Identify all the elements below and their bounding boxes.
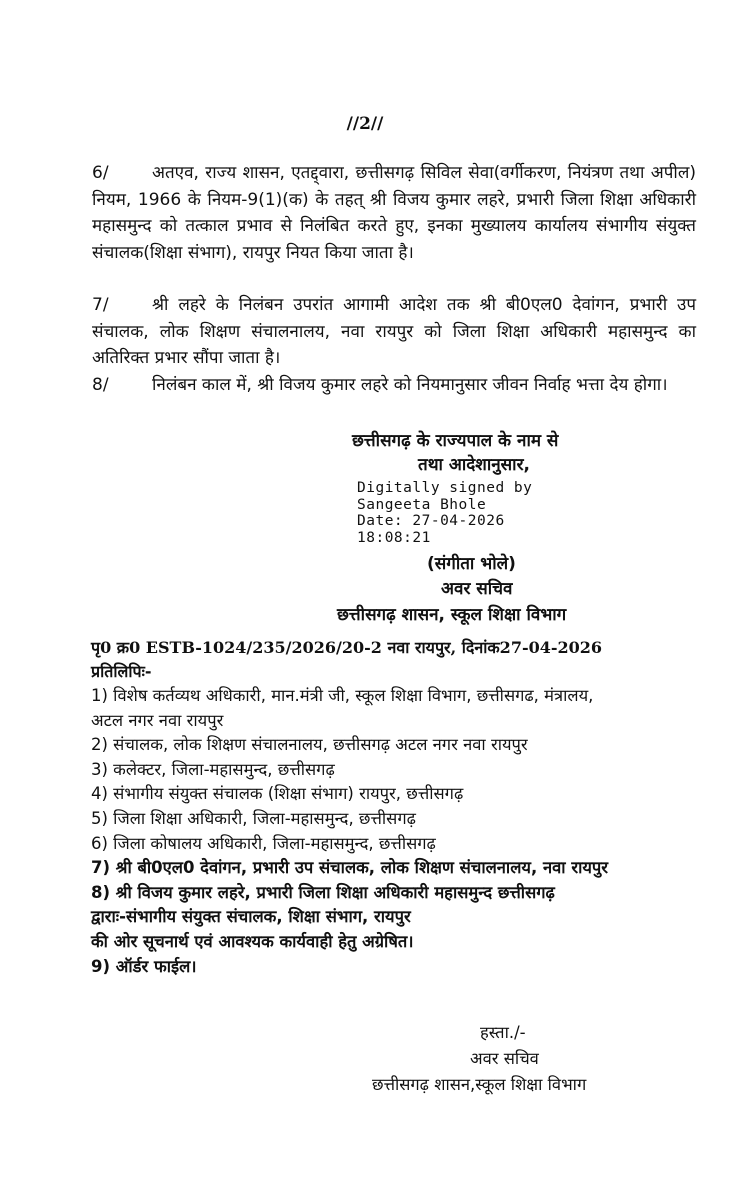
digital-signature [357, 480, 532, 546]
paragraph-6 [92, 160, 696, 266]
list-item: 7) श्री बी0एल0 देवांगन, प्रभारी उप संचालक, लोक शिक्षण संचालनालय, नवा रायपुर [91, 858, 609, 878]
digital-signature-line: Digitally signed by [357, 480, 533, 496]
list-item: 1) विशेष कर्तव्यथ अधिकारी, मान.मंत्री जी, स्कूल शिक्षा विभाग, छत्तीसगढ, मंत्रालय, [91, 686, 594, 705]
copy-to-list [91, 684, 701, 979]
digital-signature-line: Date: 27-04-2026 [357, 513, 505, 529]
list-item: अटल नगर नवा रायपुर [91, 710, 224, 730]
digital-signature-line: Sangeeta Bhole [357, 496, 487, 513]
list-item: 4) संभागीय संयुक्त संचालक (शिक्षा संभाग) रायपुर, छत्तीसगढ़ [91, 784, 464, 804]
list-item: 2) संचालक, लोक शिक्षण संचालनालय, छत्तीसगढ़ अटल नगर नवा रायपुर [91, 735, 528, 755]
list-item: द्वाराः-संभागीय संयुक्त संचालक, शिक्षा संभाग, रायपुर [91, 907, 411, 927]
list-item: की ओर सूचनार्थ एवं आवश्यक कार्यवाही हेतु अग्रेषित। [91, 931, 414, 951]
list-item: 5) जिला शिक्षा अधिकारी, जिला-महासमुन्द, छत्तीसगढ़ [91, 808, 416, 828]
paragraph-number: 6/ [92, 163, 109, 183]
signatory-name: (संगीता भोले) [427, 554, 516, 574]
paragraph-text: अतएव, राज्य शासन, एतद्द्वारा, छत्तीसगढ़ सिविल सेवा(वर्गीकरण, नियंत्रण तथा अपील) नियम, 1966 के नियम-9(1)(क) के तहत् श्री विजय कुमार लहरे, प्रभारी जिला शिक्षा अधिकारी महासमुन्द को तत्काल प्रभाव से निलंबित करते हुए, इनका मुख्यालय कार्यालय संभागीय संयुक्त संचालक(शिक्षा संभाग), रायपुर नियत किया जाता है। [92, 163, 696, 263]
reference-number: पृ0 क्र0 ESTB-1024/235/2026/20-2 नवा रायपुर, दिनांक27-04-2026 [91, 638, 603, 657]
copy-to-heading: प्रतिलिपिः- [91, 662, 152, 681]
list-item: 9) ऑर्डर फाईल। [91, 956, 197, 976]
authority-line-2: तथा आदेशानुसार, [418, 455, 530, 475]
footer-signed: हस्ता./- [480, 1023, 526, 1042]
signatory-department: छत्तीसगढ़ शासन, स्कूल शिक्षा विभाग [337, 605, 567, 625]
signatory-designation: अवर सचिव [441, 579, 513, 599]
digital-signature-line: 18:08:21 [357, 529, 431, 546]
list-item: 8) श्री विजय कुमार लहरे, प्रभारी जिला शिक्षा अधिकारी महासमुन्द छत्तीसगढ़ [91, 882, 555, 902]
paragraph-8 [92, 372, 696, 399]
list-item: 6) जिला कोषालय अधिकारी, जिला-महासमुन्द, छत्तीसगढ़ [91, 833, 436, 853]
footer-designation: अवर सचिव [470, 1049, 539, 1068]
paragraph-text: श्री लहरे के निलंबन उपरांत आगामी आदेश तक श्री बी0एल0 देवांगन, प्रभारी उप संचालक, लोक शिक्षण संचालनालय, नवा रायपुर को जिला शिक्षा अधिकारी महासमुन्द का अतिरिक्त प्रभार सौंपा जाता है। [92, 295, 696, 368]
paragraph-text: निलंबन काल में, श्री विजय कुमार लहरे को नियमानुसार जीवन निर्वाह भत्ता देय होगा। [152, 375, 668, 395]
paragraph-number: 8/ [92, 375, 109, 395]
paragraph-7 [92, 292, 696, 372]
paragraph-number: 7/ [92, 295, 109, 315]
page-number: //2// [346, 114, 384, 134]
footer-department: छत्तीसगढ़ शासन,स्कूल शिक्षा विभाग [372, 1075, 587, 1094]
authority-line-1: छत्तीसगढ़ के राज्यपाल के नाम से [352, 431, 559, 451]
list-item: 3) कलेक्टर, जिला-महासमुन्द, छत्तीसगढ़ [91, 759, 335, 779]
